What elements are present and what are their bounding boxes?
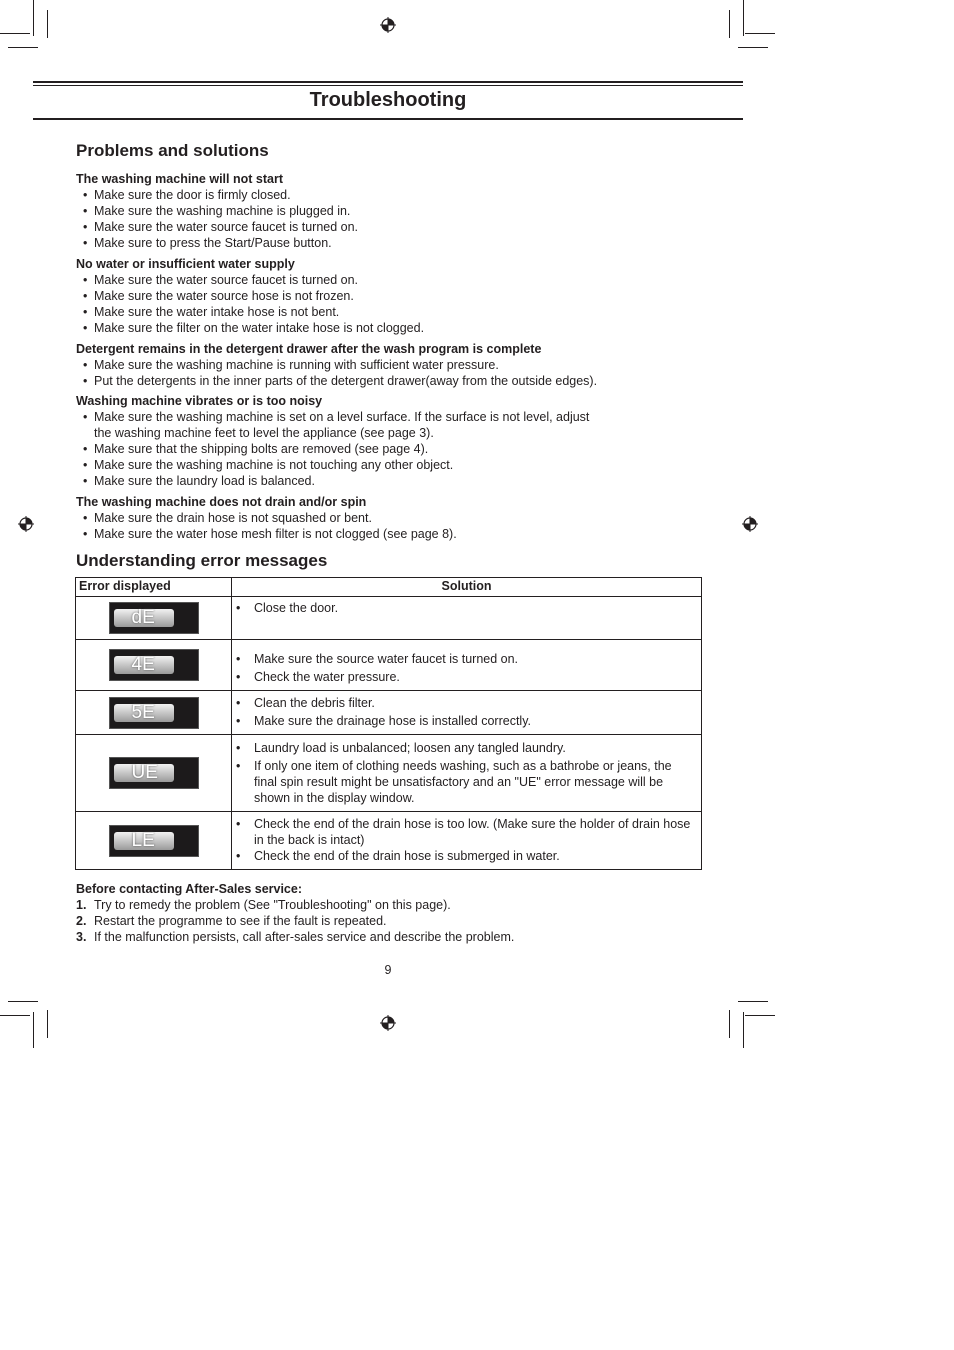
section-title: Detergent remains in the detergent drawer after the wash program is complete bbox=[76, 342, 542, 356]
problem-section-no-water bbox=[76, 256, 716, 336]
problem-section-detergent bbox=[76, 341, 716, 389]
lcd-display bbox=[109, 649, 199, 681]
list-item: • Close the door. bbox=[236, 600, 697, 616]
table-row bbox=[76, 640, 702, 691]
numbered-step: 2. Restart the programme to see if the fault is repeated. bbox=[76, 914, 387, 928]
lcd-display bbox=[109, 697, 199, 729]
section-title: The washing machine does not drain and/or spin bbox=[76, 495, 367, 509]
list-item: • Make sure the water intake hose is not bent. bbox=[76, 304, 716, 320]
list-item: • Check the end of the drain hose is submerged in water. bbox=[236, 848, 697, 864]
after-sales-section bbox=[76, 881, 514, 945]
section-title: No water or insufficient water supply bbox=[76, 257, 295, 271]
list-item: • Make sure the drain hose is not squashed or bent. bbox=[76, 510, 716, 526]
solution-cell bbox=[232, 735, 702, 812]
col-header-solution: Solution bbox=[232, 578, 702, 597]
list-item: • Make sure that the shipping bolts are removed (see page 4). bbox=[76, 441, 596, 457]
list-item: • Make sure the laundry load is balanced. bbox=[76, 473, 596, 489]
error-display-cell bbox=[76, 640, 232, 691]
problem-section-not-start bbox=[76, 171, 716, 251]
header-rule-top bbox=[33, 81, 743, 83]
problem-section-vibrates bbox=[76, 393, 596, 489]
list-item: • Laundry load is unbalanced; loosen any tangled laundry. bbox=[236, 740, 697, 756]
list-item: • Make sure the water source faucet is turned on. bbox=[76, 219, 716, 235]
error-display-cell bbox=[76, 691, 232, 735]
list-item: • Put the detergents in the inner parts of the detergent drawer(away from the outside edges). bbox=[76, 373, 716, 389]
error-display-cell bbox=[76, 597, 232, 640]
solution-cell bbox=[232, 597, 702, 640]
list-item: • If only one item of clothing needs washing, such as a bathrobe or jeans, the final spin result might be unsatisfactory and an "UE" error message will be shown in the display window. bbox=[236, 758, 697, 806]
error-code: dE bbox=[114, 609, 174, 627]
registration-mark-icon bbox=[18, 516, 34, 532]
page-title: Troubleshooting bbox=[309, 89, 467, 111]
list-item: • Make sure the source water faucet is turned on. bbox=[236, 651, 697, 667]
list-item: • Make sure the washing machine is set on a level surface. If the surface is not level, adjust the washing machine feet to level the appliance (see page 3). bbox=[76, 409, 596, 441]
list-item: • Make sure the water source faucet is turned on. bbox=[76, 272, 716, 288]
header-rule-bottom bbox=[33, 118, 743, 120]
table-row bbox=[76, 812, 702, 870]
table-row bbox=[76, 735, 702, 812]
list-item: • Make sure the water hose mesh filter is not clogged (see page 8). bbox=[76, 526, 716, 542]
numbered-step: 3. If the malfunction persists, call after-sales service and describe the problem. bbox=[76, 930, 515, 944]
page-number: 9 bbox=[384, 963, 392, 977]
lcd-display bbox=[109, 757, 199, 789]
table-row bbox=[76, 597, 702, 640]
col-header-error: Error displayed bbox=[76, 578, 232, 597]
solution-cell bbox=[232, 812, 702, 870]
list-item: • Make sure the door is firmly closed. bbox=[76, 187, 716, 203]
list-item: • Make sure the water source hose is not frozen. bbox=[76, 288, 716, 304]
error-code: 4E bbox=[114, 656, 174, 674]
error-display-cell bbox=[76, 812, 232, 870]
table-row bbox=[76, 691, 702, 735]
problems-heading: Problems and solutions bbox=[76, 141, 269, 160]
list-item: • Check the water pressure. bbox=[236, 669, 697, 685]
errors-heading: Understanding error messages bbox=[76, 551, 328, 570]
error-display-cell bbox=[76, 735, 232, 812]
list-item: • Make sure the washing machine is running with sufficient water pressure. bbox=[76, 357, 716, 373]
numbered-step: 1. Try to remedy the problem (See "Troubleshooting" on this page). bbox=[76, 898, 451, 912]
solution-cell bbox=[232, 640, 702, 691]
error-code: LE bbox=[114, 832, 174, 850]
list-item: • Make sure the filter on the water intake hose is not clogged. bbox=[76, 320, 716, 336]
registration-mark-icon bbox=[380, 17, 396, 33]
error-code: UE bbox=[114, 764, 174, 782]
lcd-display bbox=[109, 825, 199, 857]
error-code: 5E bbox=[114, 704, 174, 722]
list-item: • Check the end of the drain hose is too low. (Make sure the holder of drain hose in the back is intact) bbox=[236, 816, 697, 848]
list-item: • Make sure the drainage hose is installed correctly. bbox=[236, 713, 697, 729]
list-item: • Make sure to press the Start/Pause button. bbox=[76, 235, 716, 251]
header-rule-thin bbox=[33, 85, 743, 86]
registration-mark-icon bbox=[380, 1015, 396, 1031]
solution-cell bbox=[232, 691, 702, 735]
registration-mark-icon bbox=[742, 516, 758, 532]
list-item: • Make sure the washing machine is not touching any other object. bbox=[76, 457, 596, 473]
table-header-row bbox=[76, 578, 702, 597]
lcd-display bbox=[109, 602, 199, 634]
problem-section-no-drain bbox=[76, 494, 716, 542]
after-sales-heading: Before contacting After-Sales service: bbox=[76, 882, 303, 896]
section-title: Washing machine vibrates or is too noisy bbox=[76, 394, 323, 408]
list-item: • Make sure the washing machine is plugged in. bbox=[76, 203, 716, 219]
list-item: • Clean the debris filter. bbox=[236, 695, 697, 711]
section-title: The washing machine will not start bbox=[76, 172, 283, 186]
error-table bbox=[75, 577, 702, 870]
